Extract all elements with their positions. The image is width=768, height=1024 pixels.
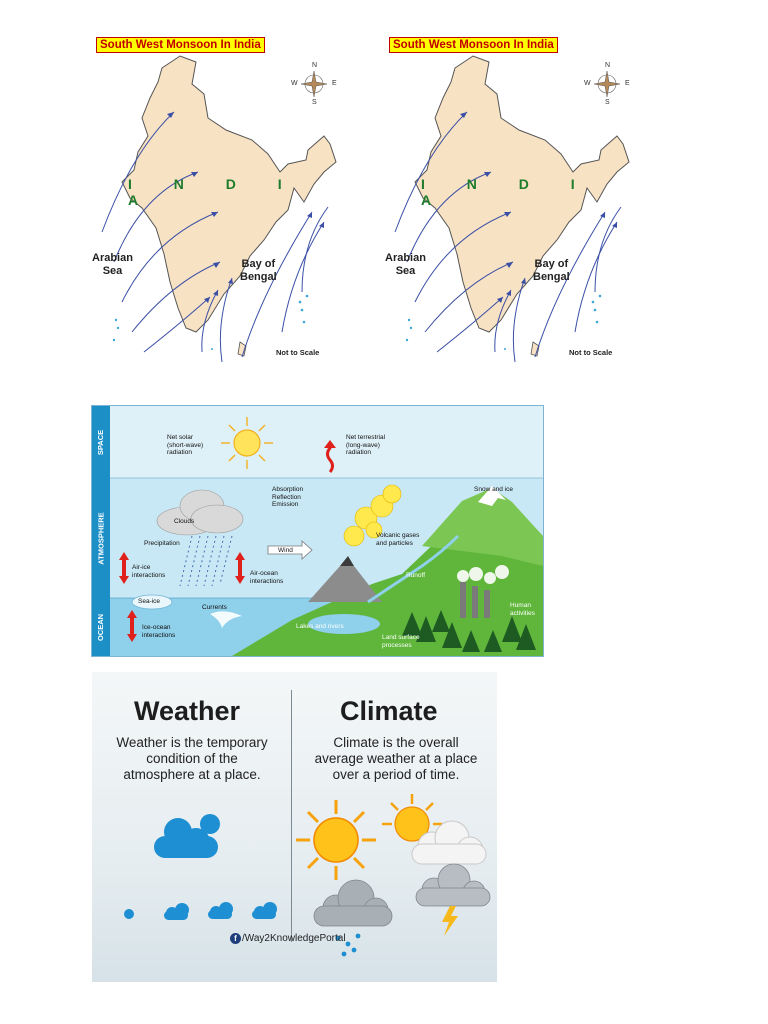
- label-human: Human activities: [510, 602, 535, 617]
- storm-cloud-icon: [416, 864, 490, 906]
- label-net-terrestrial: Net terrestrial (long-wave) radiation: [346, 434, 386, 456]
- label-lakes: Lakes and rivers: [296, 623, 344, 630]
- compass-south: S: [312, 99, 317, 106]
- label-air-ice: Air-ice interactions: [132, 564, 166, 579]
- label-land-surface: Land surface processes: [382, 634, 420, 649]
- monsoon-map-right: [385, 32, 645, 362]
- label-wind: Wind: [278, 547, 293, 554]
- climate-system-graphic: [92, 406, 543, 656]
- climate-system-diagram: [91, 405, 544, 657]
- weather-vs-climate-panel: [92, 672, 497, 982]
- compass-north: N: [312, 62, 318, 69]
- compass-rose-icon: [594, 71, 620, 97]
- weather-heading: Weather: [134, 696, 241, 726]
- label-volcanic: Volcanic gases and particles: [376, 532, 420, 547]
- sun-icon: [296, 800, 376, 880]
- weather-definition: Weather is the temporary condition of the atmosphere at a place.: [116, 735, 268, 782]
- country-label: I N D I A: [421, 176, 594, 208]
- bay-of-bengal-label: Bay of Bengal: [240, 258, 277, 283]
- label-ice-ocean: Ice-ocean interactions: [142, 624, 176, 639]
- label-currents: Currents: [202, 604, 227, 611]
- label-runoff: Runoff: [406, 572, 426, 579]
- label-air-ocean: Air-ocean interactions: [250, 570, 284, 585]
- country-label: I N D I A: [128, 176, 301, 208]
- compass-east: E: [625, 80, 630, 87]
- not-to-scale-note: Not to Scale: [569, 348, 613, 357]
- arabian-sea-label: Arabian Sea: [385, 252, 426, 277]
- compass-north: N: [605, 62, 611, 69]
- map-title: South West Monsoon In India: [96, 37, 265, 53]
- map-title: South West Monsoon In India: [389, 37, 558, 53]
- label-net-solar: Net solar (short-wave) radiation: [167, 434, 204, 456]
- credit-text: /Way2KnowledgePortal: [242, 933, 346, 945]
- lightning-icon: [442, 906, 458, 936]
- compass-west: W: [584, 80, 591, 87]
- label-clouds: Clouds: [174, 518, 195, 525]
- climate-heading: Climate: [340, 696, 438, 726]
- zone-bar-atmosphere: ATMOSPHERE: [92, 478, 110, 598]
- bay-of-bengal-label: Bay of Bengal: [533, 258, 570, 283]
- not-to-scale-note: Not to Scale: [276, 348, 320, 357]
- compass-west: W: [291, 80, 298, 87]
- climate-definition: Climate is the overall average weather at a place over a period of time.: [314, 735, 478, 782]
- credit-line: [230, 933, 346, 944]
- monsoon-map-left: [92, 32, 352, 362]
- grey-cloud-icon: [314, 880, 392, 926]
- blue-cloud-icon: [154, 814, 220, 858]
- compass-rose-icon: [301, 71, 327, 97]
- compass-south: S: [605, 99, 610, 106]
- arabian-sea-label: Arabian Sea: [92, 252, 133, 277]
- label-absorption: Absorption Reflection Emission: [272, 486, 304, 508]
- zone-bar-ocean: OCEAN: [92, 598, 110, 656]
- label-precipitation: Precipitation: [144, 540, 180, 547]
- zone-bar-space: SPACE: [92, 406, 110, 478]
- label-sea-ice: Sea-ice: [138, 598, 161, 605]
- compass-east: E: [332, 80, 337, 87]
- label-snow-ice: Snow and ice: [474, 486, 514, 493]
- facebook-icon: f: [230, 933, 241, 944]
